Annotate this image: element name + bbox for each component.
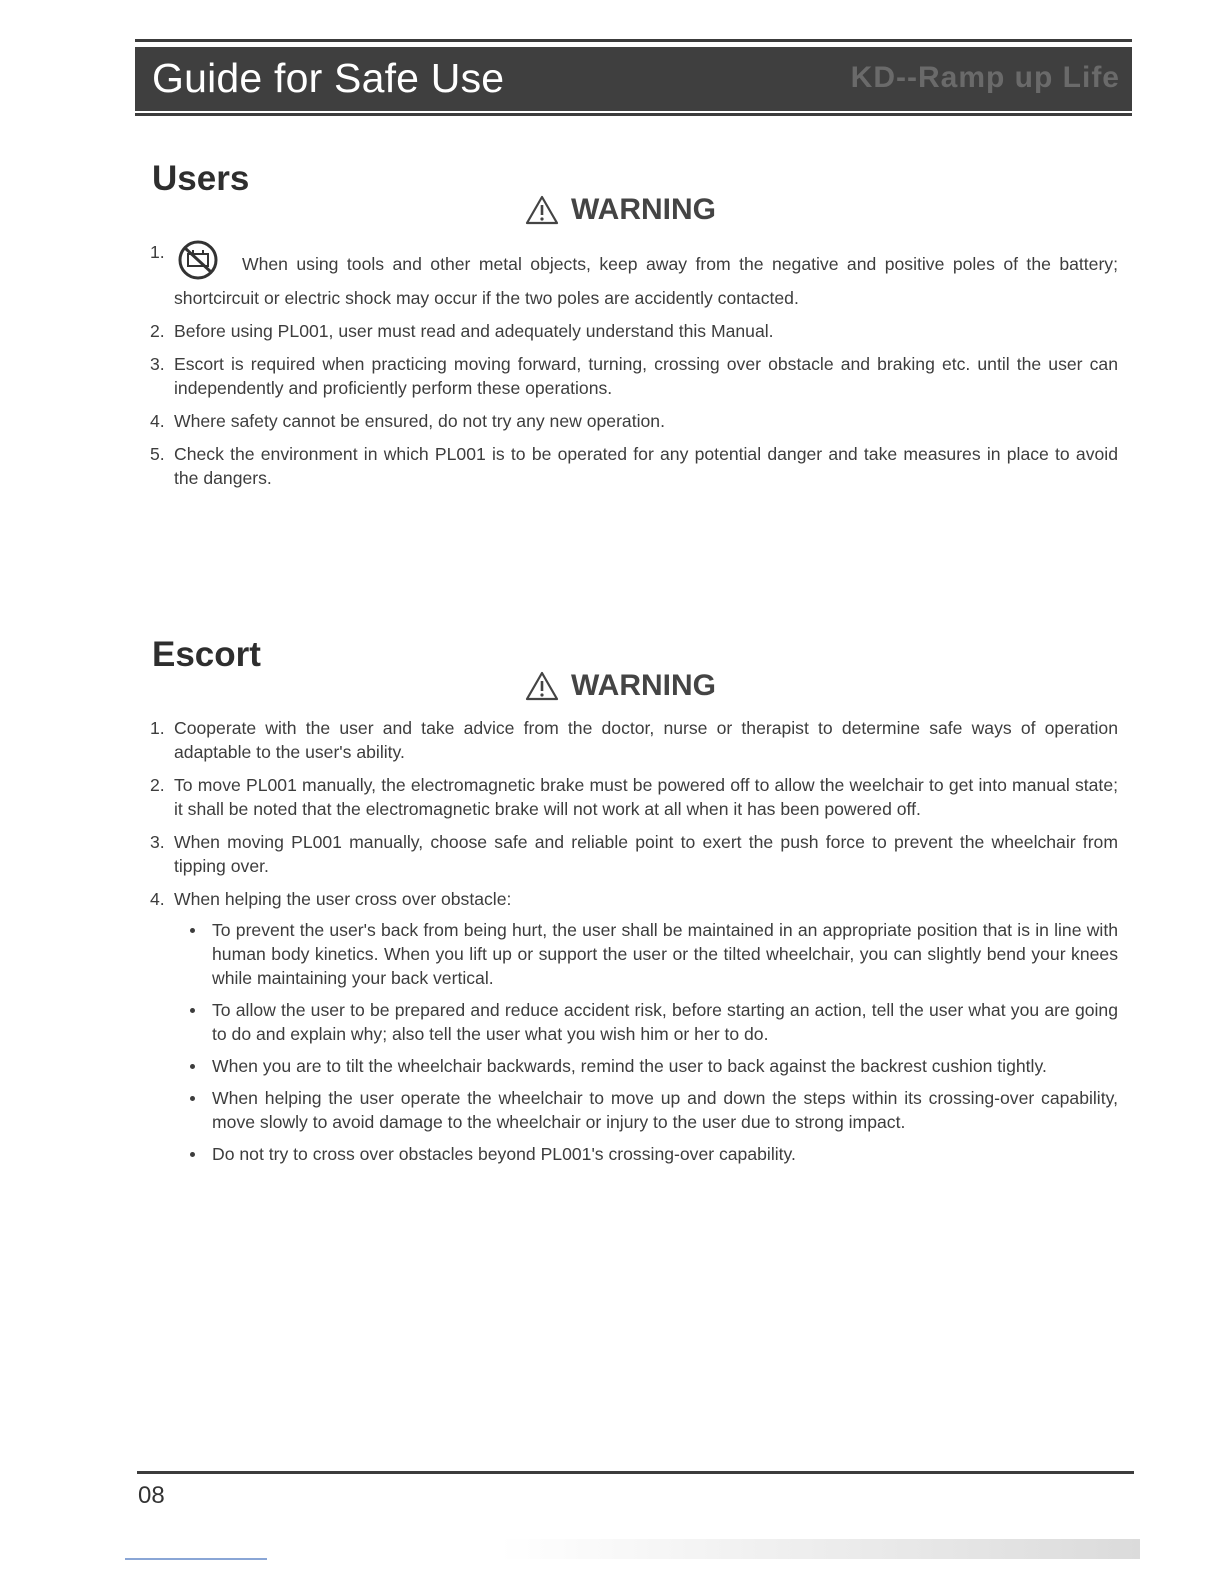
item-number: 4. xyxy=(150,411,165,431)
users-warning xyxy=(525,193,716,227)
escort-warning xyxy=(525,669,716,703)
item-text: When helping the user cross over obstacle: xyxy=(174,889,512,909)
brand-tagline: KD--Ramp up Life xyxy=(850,61,1120,94)
item-text: Where safety cannot be ensured, do not try any new operation. xyxy=(174,411,665,431)
item-number: 2. xyxy=(150,775,165,795)
bullet-item xyxy=(188,1086,1118,1134)
bullet-text: When helping the user operate the wheelchair to move up and down the steps within its crossing-over capability, move slowly to avoid damage to the wheelchair or injury to the user due to strong impact. xyxy=(212,1088,1118,1132)
item-number: 5. xyxy=(150,444,165,464)
no-battery-contact-icon xyxy=(176,240,220,286)
item-text: Check the environment in which PL001 is to be operated for any potential danger and take measures in place to avoid the dangers. xyxy=(174,444,1118,488)
bullet-dot-icon xyxy=(190,1064,195,1069)
section-title-users: Users xyxy=(152,159,250,198)
bullet-item xyxy=(188,918,1118,990)
bullet-text: To prevent the user's back from being hurt, the user shall be maintained in an appropriate position that is in line with human body kinetics. When you lift up or support the user or the tilted wheelchair, you can slightly bend your knees while maintaining your back vertical. xyxy=(212,920,1118,988)
list-item xyxy=(150,830,1118,878)
item-text: When using tools and other metal objects, keep away from the negative and positive poles of the battery; shortcircuit or electric shock may occur if the two poles are accidently contacted. xyxy=(174,254,1118,308)
list-item xyxy=(150,773,1118,821)
section-title-escort: Escort xyxy=(152,635,261,674)
item-number: 1. xyxy=(150,718,165,738)
scan-artifact xyxy=(500,1539,1140,1559)
escort-list xyxy=(150,716,1118,1166)
warning-label: WARNING xyxy=(571,193,716,226)
warning-label: WARNING xyxy=(571,669,716,702)
list-item xyxy=(150,240,1118,310)
list-item xyxy=(150,887,1118,911)
bullet-text: To allow the user to be prepared and reduce accident risk, before starting an action, tell the user what you are going to do and explain why; also tell the user what you wish him or her to do. xyxy=(212,1000,1118,1044)
bullet-dot-icon xyxy=(190,1152,195,1157)
bullet-text: Do not try to cross over obstacles beyond PL001's crossing-over capability. xyxy=(212,1144,796,1164)
scan-artifact-line xyxy=(125,1558,267,1560)
bullet-text: When you are to tilt the wheelchair backwards, remind the user to back against the backrest cushion tightly. xyxy=(212,1056,1047,1076)
users-list xyxy=(150,240,1118,490)
item-text: Escort is required when practicing moving forward, turning, crossing over obstacle and braking etc. until the user can independently and proficiently perform these operations. xyxy=(174,354,1118,398)
bullet-dot-icon xyxy=(190,1008,195,1013)
bullet-item xyxy=(188,998,1118,1046)
item-text: Before using PL001, user must read and adequately understand this Manual. xyxy=(174,321,774,341)
item-number: 3. xyxy=(150,354,165,374)
list-item xyxy=(150,409,1118,433)
header-top-rule xyxy=(135,39,1132,42)
bullet-dot-icon xyxy=(190,928,195,933)
bullet-item xyxy=(188,1142,1118,1166)
item-text: When moving PL001 manually, choose safe and reliable point to exert the push force to prevent the wheelchair from tipping over. xyxy=(174,832,1118,876)
item-number: 2. xyxy=(150,321,165,341)
bullet-dot-icon xyxy=(190,1096,195,1101)
item-text: Cooperate with the user and take advice from the doctor, nurse or therapist to determine safe ways of operation adaptable to the user's ability. xyxy=(174,718,1118,762)
list-item xyxy=(150,442,1118,490)
item-number: 4. xyxy=(150,889,165,909)
list-item xyxy=(150,716,1118,764)
item-text: To move PL001 manually, the electromagnetic brake must be powered off to allow the weelchair to get into manual state; it shall be noted that the electromagnetic brake will not work at all when it has been powered off. xyxy=(174,775,1118,819)
list-item xyxy=(150,319,1118,343)
footer-rule xyxy=(137,1471,1134,1474)
warning-triangle-icon xyxy=(525,671,559,701)
page-number: 08 xyxy=(138,1482,165,1509)
header-bottom-rule xyxy=(135,113,1132,116)
bullet-item xyxy=(188,1054,1118,1078)
page-title: Guide for Safe Use xyxy=(152,55,505,101)
item-number: 3. xyxy=(150,832,165,852)
obstacle-bullets xyxy=(150,918,1118,1166)
header-bar xyxy=(135,47,1132,111)
list-item xyxy=(150,352,1118,400)
item-number: 1. xyxy=(150,242,165,262)
warning-triangle-icon xyxy=(525,195,559,225)
